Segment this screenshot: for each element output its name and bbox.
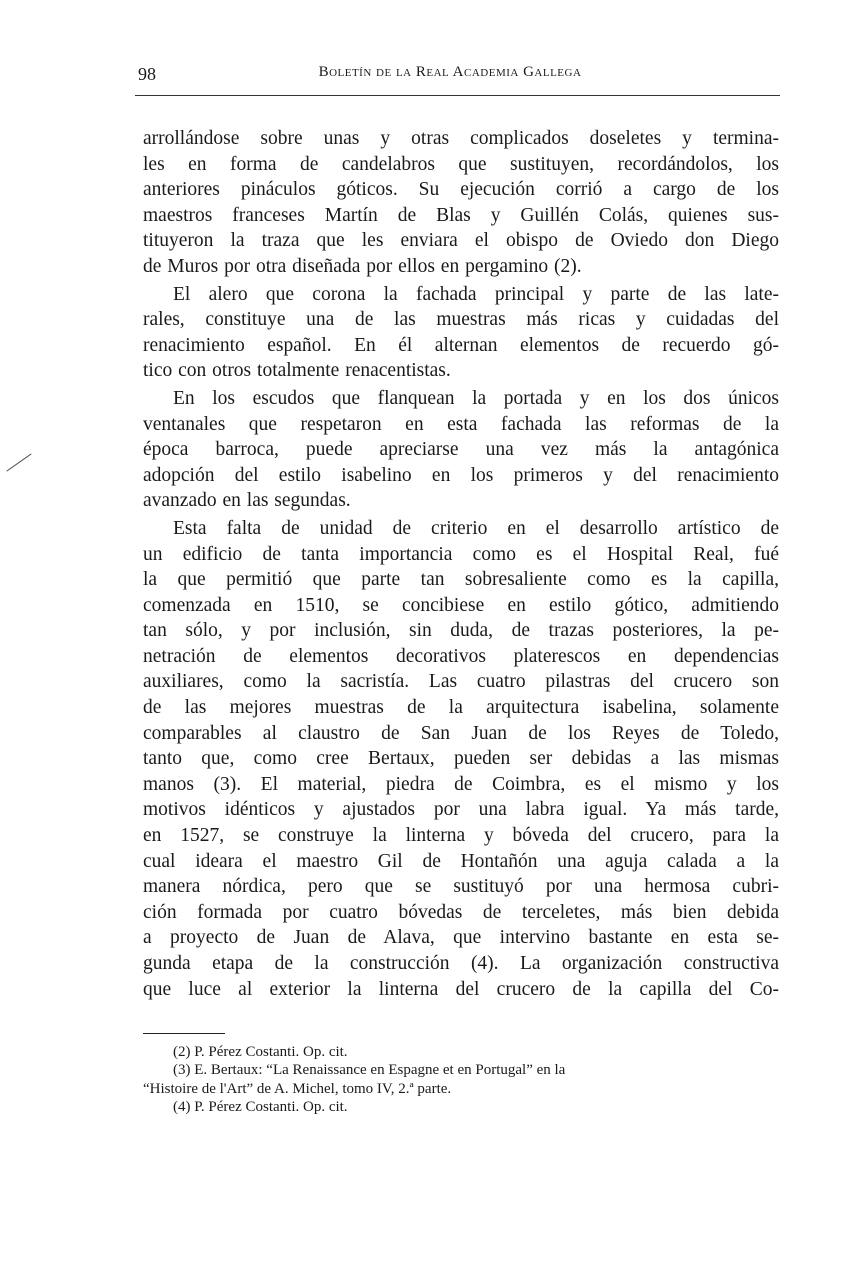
text-line: manera nórdica, pero que se sustituyó por una hermosa cubri- (143, 876, 779, 898)
text-line: renacimiento español. En él alternan elementos de recuerdo gó- (143, 334, 779, 356)
footnote: “Histoire de l'Art” de A. Michel, tomo IV, 2.ª parte. (143, 1080, 452, 1097)
text-line: tituyeron la traza que les enviara el obispo de Oviedo don Diego (143, 230, 779, 252)
header-rule (135, 95, 780, 96)
text-line: tanto que, como cree Bertaux, pueden ser debidas a las mismas (143, 748, 779, 770)
text-line: gunda etapa de la construcción (4). La organización constructiva (143, 953, 779, 974)
paragraph (143, 516, 779, 1002)
footnote: (2) P. Pérez Costanti. Op. cit. (173, 1044, 348, 1060)
margin-mark (6, 453, 31, 471)
text-line: época barroca, puede apreciarse una vez más la antagónica (143, 439, 779, 461)
text-line: netración de elementos decorativos platerescos en dependencias (143, 645, 779, 667)
text-line: que luce al exterior la linterna del crucero de la capilla del Co- (143, 978, 779, 1000)
paragraph (143, 126, 779, 280)
text-line: ventanales que respetaron en esta fachada las reformas de la (143, 413, 779, 435)
running-title: Boletín de la Real Academia Gallega (318, 64, 582, 80)
text-line: tico con otros totalmente renacentistas. (143, 360, 451, 382)
text-line: de las mejores muestras de la arquitectura isabelina, solamente (143, 697, 779, 719)
text-line: comparables al claustro de San Juan de los Reyes de Toledo, (143, 722, 779, 744)
text-line: la que permitió que parte tan sobresaliente como es la capilla, (143, 569, 779, 591)
footnotes (143, 1043, 763, 1116)
text-line: arrollándose sobre unas y otras complicados doseletes y termina- (143, 128, 779, 149)
text-line: a proyecto de Juan de Alava, que intervino bastante en esta se- (143, 927, 779, 949)
text-line: avanzado en las segundas. (143, 490, 351, 512)
body-text (143, 126, 779, 1004)
text-line: de Muros por otra diseñada por ellos en pergamino (2). (143, 255, 582, 277)
text-line: motivos idénticos y ajustados por una labra igual. Ya más tarde, (143, 799, 779, 821)
footnote: (4) P. Pérez Costanti. Op. cit. (173, 1098, 348, 1115)
text-line: maestros franceses Martín de Blas y Guillén Colás, quienes sus- (143, 204, 779, 226)
footnote-rule (143, 1033, 225, 1034)
text-line: anteriores pináculos góticos. Su ejecución corrió a cargo de los (143, 179, 779, 201)
text-line: adopción del estilo isabelino en los primeros y del renacimiento (143, 464, 779, 486)
text-line: rales, constituye una de las muestras más ricas y cuidadas del (143, 309, 779, 331)
text-line: auxiliares, como la sacristía. Las cuatro pilastras del crucero son (143, 671, 779, 693)
paragraph (143, 282, 779, 384)
text-line: les en forma de candelabros que sustituyen, recordándolos, los (143, 153, 779, 175)
text-line: un edificio de tanta importancia como es el Hospital Real, fué (143, 543, 779, 565)
text-line: cual ideara el maestro Gil de Hontañón una aguja calada a la (143, 850, 779, 872)
text-line: en 1527, se construye la linterna y bóveda del crucero, para la (143, 825, 779, 847)
paragraph (143, 386, 779, 514)
text-line: ción formada por cuatro bóvedas de terceletes, más bien debida (143, 901, 779, 923)
text-line: manos (3). El material, piedra de Coimbra, es el mismo y los (143, 773, 779, 795)
text-line: En los escudos que flanquean la portada y en los dos únicos (173, 387, 779, 409)
text-line: El alero que corona la fachada principal y parte de las late- (173, 283, 779, 305)
text-line: tan sólo, y por inclusión, sin duda, de trazas posteriores, la pe- (143, 620, 779, 642)
text-line: Esta falta de unidad de criterio en el desarrollo artístico de (173, 517, 779, 539)
text-line: comenzada en 1510, se concibiese en estilo gótico, admitiendo (143, 594, 779, 616)
page-number: 98 (138, 64, 156, 84)
footnote: (3) E. Bertaux: “La Renaissance en Espagne et en Portugal” en la (173, 1062, 566, 1079)
